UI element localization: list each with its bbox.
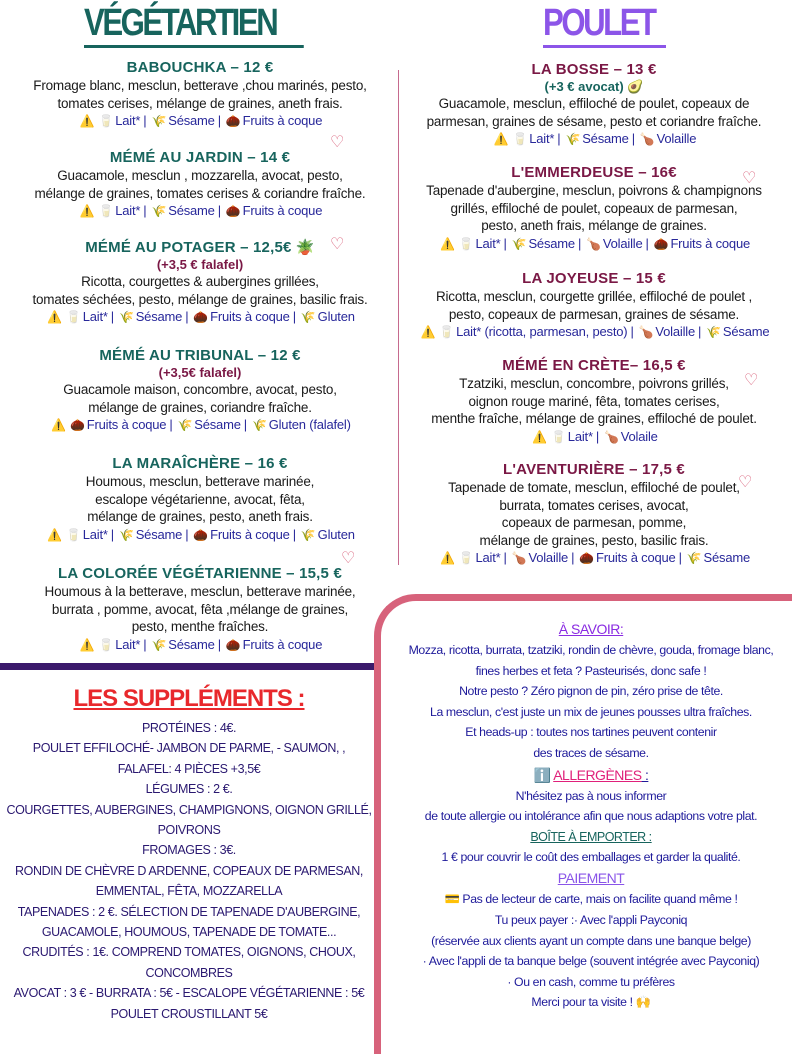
nut-icon: 🌰: [225, 204, 241, 218]
allergen-row: [396, 549, 792, 567]
menu-item: [0, 58, 400, 130]
milk-icon: 🥛: [551, 429, 566, 444]
item-description: Tzatziki, mesclun, concombre, poivrons grillés,: [459, 376, 729, 391]
warning-icon: ⚠️: [51, 418, 66, 432]
warning-icon: ⚠️: [493, 132, 509, 146]
allergen-label: Sésame: [135, 309, 183, 324]
allergen-label: Volaille: [656, 131, 697, 146]
separator: |: [217, 113, 221, 128]
warning-icon: ⚠️: [47, 310, 62, 324]
info-line: fines herbes et feta ? Pasteurisés, donc safe !: [475, 663, 707, 678]
item-description: pesto, menthe fraîches.: [131, 619, 269, 634]
item-title: LA JOYEUSE – 15 €: [522, 270, 666, 287]
supplement-line: POIVRONS: [157, 823, 221, 838]
wheat-icon: 🌾: [686, 551, 702, 565]
poulet-column: [396, 0, 792, 580]
allergen-row: [0, 636, 400, 654]
milk-icon: 🥛: [65, 310, 81, 324]
allergen-row: [396, 428, 792, 446]
warning-icon: ⚠️: [47, 527, 62, 542]
allergen-label: Gluten: [317, 526, 355, 542]
separator: |: [595, 428, 600, 444]
allergen-label: Sésame: [135, 526, 183, 542]
allergen-label: Sésame: [168, 203, 215, 218]
supplement-line: CRUDITÉS : 1€. COMPREND TOMATES, OIGNONS, CHOUX,: [22, 945, 356, 960]
supplement-line: RONDIN DE CHÈVRE D ARDENNE, COPEAUX DE PARMESAN,: [15, 863, 363, 878]
warning-icon: ⚠️: [532, 429, 548, 444]
allergen-label: Volaille: [602, 235, 643, 251]
supplement-line: AVOCAT : 3 € - BURRATA : 5€ - ESCALOPE VÉGÉTARIENNE : 5€: [13, 986, 365, 1001]
allergen-label: Fruits à coque: [210, 526, 290, 542]
separator: |: [645, 235, 649, 251]
poulet-heading: POULET: [543, 2, 666, 48]
allergenes-title: ALLERGÈNES: [553, 766, 642, 783]
wheat-icon: 🌾: [300, 527, 316, 542]
warning-icon: ⚠️: [79, 114, 95, 128]
item-description: Houmous à la betterave, mesclun, betterave marinée,: [44, 584, 356, 599]
separator: |: [678, 550, 682, 565]
separator: |: [143, 203, 147, 218]
wheat-icon: 🌾: [511, 236, 527, 251]
allergen-label: Lait*: [115, 203, 141, 218]
separator: |: [577, 235, 582, 251]
milk-icon: 🥛: [458, 551, 474, 565]
allergen-row: [0, 202, 400, 220]
warning-icon: ⚠️: [420, 325, 436, 339]
allergen-row: [0, 526, 400, 544]
supplements-section: [0, 684, 378, 1024]
item-description: Guacamole, mesclun, effiloché de poulet, copeaux de: [438, 96, 750, 111]
warning-icon: ⚠️: [79, 637, 95, 652]
section-divider-bar: [0, 663, 378, 670]
item-extra: (+3 € avocat) 🥑: [544, 79, 644, 94]
item-description: parmesan, graines de sésame, pesto et coriandre fraîche.: [426, 113, 762, 129]
menu-item: [396, 460, 792, 567]
poultry-icon: 🍗: [511, 551, 527, 565]
info-section: [390, 618, 792, 1013]
wheat-icon: 🌾: [251, 418, 267, 432]
item-extra: (+3,5€ falafel): [158, 365, 242, 380]
item-description: copeaux de parmesan, pomme,: [501, 515, 687, 530]
separator: |: [243, 417, 247, 432]
allergen-row: [396, 235, 792, 253]
allergen-label: Sésame: [168, 636, 215, 652]
menu-item: [396, 60, 792, 148]
item-description: grillés, effiloché de poulet, copeaux de parmesan,: [450, 200, 738, 216]
allergen-row: [396, 130, 792, 148]
separator: |: [143, 113, 147, 128]
allergen-label: Lait*: [115, 636, 141, 652]
item-description: mélange de graines, coriandre fraîche.: [88, 399, 312, 415]
a-savoir-title: À SAVOIR:: [558, 621, 624, 637]
allergen-info-line: de toute allergie ou intolérance afin que nous adaptions votre plat.: [424, 809, 758, 824]
menu-item: [0, 148, 400, 220]
allergen-label: Fruits à coque: [210, 309, 290, 324]
warning-icon: ⚠️: [79, 204, 95, 218]
boite-line: 1 € pour couvrir le coût des emballages et garder la qualité.: [441, 849, 741, 864]
heart-icon: ♡: [330, 134, 345, 151]
item-title: MÉMÉ EN CRÈTE– 16,5 €: [502, 357, 686, 374]
item-description: oignon rouge mariné, fêta, tomates cerises,: [468, 393, 720, 409]
nut-icon: 🌰: [225, 637, 241, 652]
separator: |: [503, 235, 507, 251]
separator: |: [292, 526, 296, 542]
supplement-line: COURGETTES, AUBERGINES, CHAMPIGNONS, OIGNON GRILLÉ,: [6, 802, 372, 817]
allergen-label: Gluten: [317, 309, 355, 324]
separator: |: [557, 131, 561, 146]
nut-icon: 🌰: [193, 527, 209, 542]
item-description: Tapenade d'aubergine, mesclun, poivrons & champignons: [426, 183, 762, 198]
allergen-label: Fruits à coque: [596, 550, 676, 565]
item-title: LA MARAÎCHÈRE – 16 €: [112, 455, 288, 472]
nut-icon: 🌰: [193, 310, 209, 324]
supplement-line: FALAFEL: 4 PIÈCES +3,5€: [117, 761, 261, 776]
item-title: BABOUCHKA – 12 €: [126, 59, 274, 76]
milk-icon: 🥛: [439, 325, 455, 339]
menu-item: [396, 269, 792, 341]
item-description: mélange de graines, pesto, basilic frais.: [479, 532, 709, 548]
poultry-icon: 🍗: [604, 429, 619, 444]
allergenes-colon: :: [641, 766, 649, 783]
item-description: pesto, aneth frais, mélange de graines.: [481, 218, 707, 233]
item-description: Houmous, mesclun, betterave marinée,: [85, 474, 315, 489]
allergen-label: Fruits à coque: [242, 203, 323, 218]
item-description: burrata, tomates cerises, avocat,: [499, 497, 689, 513]
item-description: menthe fraîche, mélange de graines, effiloché de poulet.: [431, 411, 757, 426]
separator: |: [571, 550, 575, 565]
allergen-info-line: N'hésitez pas à nous informer: [515, 788, 667, 803]
separator: |: [110, 309, 114, 324]
item-title: MÉMÉ AU JARDIN – 14 €: [109, 149, 291, 166]
heart-icon: ♡: [738, 474, 753, 491]
poultry-icon: 🍗: [639, 132, 655, 146]
item-title: L'EMMERDEUSE – 16€: [511, 164, 677, 181]
separator: |: [292, 309, 296, 324]
item-title: L'AVENTURIÈRE – 17,5 €: [503, 461, 685, 478]
boite-title: BOÎTE À EMPORTER :: [530, 829, 652, 844]
menu-item: [0, 346, 400, 434]
info-icon: ℹ️: [533, 766, 551, 783]
separator: |: [143, 636, 147, 652]
item-description: Ricotta, mesclun, courgette grillée, effiloché de poulet ,: [435, 289, 753, 304]
allergen-label: Lait*: [82, 526, 108, 542]
wheat-icon: 🌾: [151, 204, 167, 218]
supplement-line: CONCOMBRES: [145, 965, 233, 980]
supplements-title: LES SUPPLÉMENTS :: [73, 685, 305, 712]
allergen-label: Sésame: [722, 324, 770, 339]
milk-icon: 🥛: [65, 527, 81, 542]
item-description: pesto, copeaux de parmesan, graines de sésame.: [448, 306, 740, 322]
supplement-line: PROTÉINES : 4€.: [141, 721, 237, 735]
separator: |: [503, 550, 507, 565]
payment-line: Tu peux payer :· Avec l'appli Payconiq: [494, 912, 688, 927]
allergen-label: Sésame: [194, 417, 241, 432]
supplement-line: LÉGUMES : 2 €.: [145, 782, 233, 797]
vegetarian-heading: VÉGÉTARTIEN: [84, 2, 304, 48]
separator: |: [169, 417, 173, 432]
supplement-line: EMMENTAL, FÊTA, MOZZARELLA: [95, 884, 283, 899]
allergen-label: Fruits à coque: [242, 636, 323, 652]
allergen-label: Lait*: [529, 131, 555, 146]
warning-icon: ⚠️: [439, 551, 455, 565]
info-line: Mozza, ricotta, burrata, tzatziki, rondin de chèvre, gouda, fromage blanc,: [408, 643, 774, 657]
allergen-row: [0, 112, 400, 130]
allergen-label: Fruits à coque: [670, 235, 751, 251]
milk-icon: 🥛: [512, 132, 528, 146]
heart-icon: ♡: [742, 170, 757, 187]
allergen-label: Gluten (falafel): [268, 417, 351, 432]
separator: |: [110, 526, 114, 542]
payment-line: 💳 Pas de lecteur de carte, mais on facilite quand même !: [444, 892, 738, 907]
allergen-label: Sésame: [168, 113, 215, 128]
allergen-label: Lait*: [115, 113, 141, 128]
nut-icon: 🌰: [225, 114, 241, 128]
separator: |: [185, 309, 189, 324]
poultry-icon: 🍗: [586, 236, 601, 251]
wheat-icon: 🌾: [706, 325, 721, 339]
separator: |: [697, 324, 702, 339]
item-title: LA COLORÉE VÉGÉTARIENNE – 15,5 €: [58, 565, 342, 582]
allergen-row: [0, 308, 400, 326]
milk-icon: 🥛: [98, 114, 114, 128]
item-description: mélange de graines, pesto, aneth frais.: [87, 509, 313, 524]
item-title: MÉMÉ AU TRIBUNAL – 12 €: [99, 347, 301, 364]
allergen-label: Lait*: [82, 309, 108, 324]
supplement-line: GUACAMOLE, HOUMOUS, TAPENADE DE TOMATE...: [41, 925, 337, 940]
separator: |: [217, 203, 221, 218]
wheat-icon: 🌾: [300, 310, 316, 324]
allergen-row: [0, 416, 400, 434]
separator: |: [217, 636, 221, 652]
item-description: Guacamole maison, concombre, avocat, pesto,: [63, 382, 337, 397]
heart-icon: ♡: [330, 236, 345, 253]
allergen-label: Lait* (ricotta, parmesan, pesto): [456, 324, 628, 339]
allergen-label: Fruits à coque: [242, 113, 323, 128]
paiement-title: PAIEMENT: [557, 870, 625, 887]
payment-line: (réservée aux clients ayant un compte dans une banque belge): [431, 933, 751, 948]
info-line: Notre pesto ? Zéro pignon de pin, zéro prise de tête.: [459, 684, 723, 699]
wheat-icon: 🌾: [565, 132, 581, 146]
wheat-icon: 🌾: [151, 637, 167, 652]
item-description: escalope végétarienne, avocat, fêta,: [95, 491, 305, 507]
item-description: Ricotta, courgettes & aubergines grillées,: [81, 274, 319, 289]
warning-icon: ⚠️: [439, 236, 455, 251]
separator: |: [630, 324, 634, 339]
wheat-icon: 🌾: [151, 114, 167, 128]
item-title: LA BOSSE – 13 €: [531, 61, 657, 78]
nut-icon: 🌰: [69, 418, 85, 432]
milk-icon: 🥛: [98, 637, 114, 652]
allergen-label: Lait*: [475, 235, 501, 251]
info-line: La mesclun, c'est juste un mix de jeunes pousses ultra fraîches.: [430, 704, 752, 719]
item-description: Guacamole, mesclun , mozzarella, avocat, pesto,: [57, 168, 343, 183]
vegetarian-column: [0, 0, 400, 660]
heart-icon: ♡: [341, 550, 356, 567]
payment-line: · Ou en cash, comme tu préfères: [507, 974, 675, 989]
item-description: mélange de graines, tomates cerises & coriandre fraîche.: [34, 185, 366, 201]
milk-icon: 🥛: [98, 204, 114, 218]
item-description: Fromage blanc, mesclun, betterave ,chou marinés, pesto,: [33, 78, 367, 93]
column-divider: [398, 70, 399, 565]
separator: |: [631, 131, 635, 146]
separator: |: [185, 526, 189, 542]
item-description: Tapenade de tomate, mesclun, effiloché de poulet,: [448, 480, 740, 495]
allergen-label: Volaille: [655, 324, 695, 339]
allergen-label: Volaille: [528, 550, 569, 565]
allergen-label: Fruits à coque: [86, 417, 167, 432]
item-description: tomates séchées, pesto, mélange de graines, basilic frais.: [32, 291, 368, 307]
menu-item: [0, 454, 400, 544]
payment-line: Merci pour ta visite ! 🙌: [531, 995, 651, 1010]
allergen-label: Lait*: [475, 550, 501, 565]
allergen-label: Lait*: [567, 428, 593, 444]
allergen-label: Sésame: [528, 235, 575, 251]
allergen-label: Volaile: [620, 428, 658, 444]
item-description: tomates cerises, mélange de graines, aneth frais.: [57, 95, 343, 111]
info-line: Et heads-up : toutes nos tartines peuvent contenir: [465, 725, 717, 740]
wheat-icon: 🌾: [118, 310, 134, 324]
menu-item: [0, 564, 400, 654]
wheat-icon: 🌾: [177, 418, 193, 432]
milk-icon: 🥛: [458, 236, 474, 251]
nut-icon: 🌰: [653, 236, 669, 251]
item-extra: (+3,5 € falafel): [156, 257, 244, 272]
item-title: MÉMÉ AU POTAGER – 12,5€ 🪴: [85, 239, 315, 256]
menu-item: [396, 356, 792, 446]
nut-icon: 🌰: [579, 551, 594, 565]
allergen-row: [396, 323, 792, 341]
heart-icon: ♡: [744, 372, 759, 389]
item-description: burrata , pomme, avocat, fêta ,mélange de graines,: [51, 601, 349, 617]
wheat-icon: 🌾: [118, 527, 134, 542]
allergen-label: Sésame: [703, 550, 751, 565]
menu-item: [396, 163, 792, 253]
allergen-label: Sésame: [582, 131, 629, 146]
supplement-line: FROMAGES : 3€.: [142, 843, 236, 858]
poultry-icon: 🍗: [638, 325, 654, 339]
supplement-line: POULET CROUSTILLANT 5€: [110, 1006, 268, 1021]
supplement-line: POULET EFFILOCHÉ- JAMBON DE PARME, - SAUMON, ,: [32, 741, 346, 756]
supplement-line: TAPENADES : 2 €. SÉLECTION DE TAPENADE D'AUBERGINE,: [17, 904, 361, 919]
payment-line: · Avec l'appli de ta banque belge (souvent intégrée avec Payconiq): [422, 954, 760, 969]
info-line: des traces de sésame.: [533, 745, 649, 760]
